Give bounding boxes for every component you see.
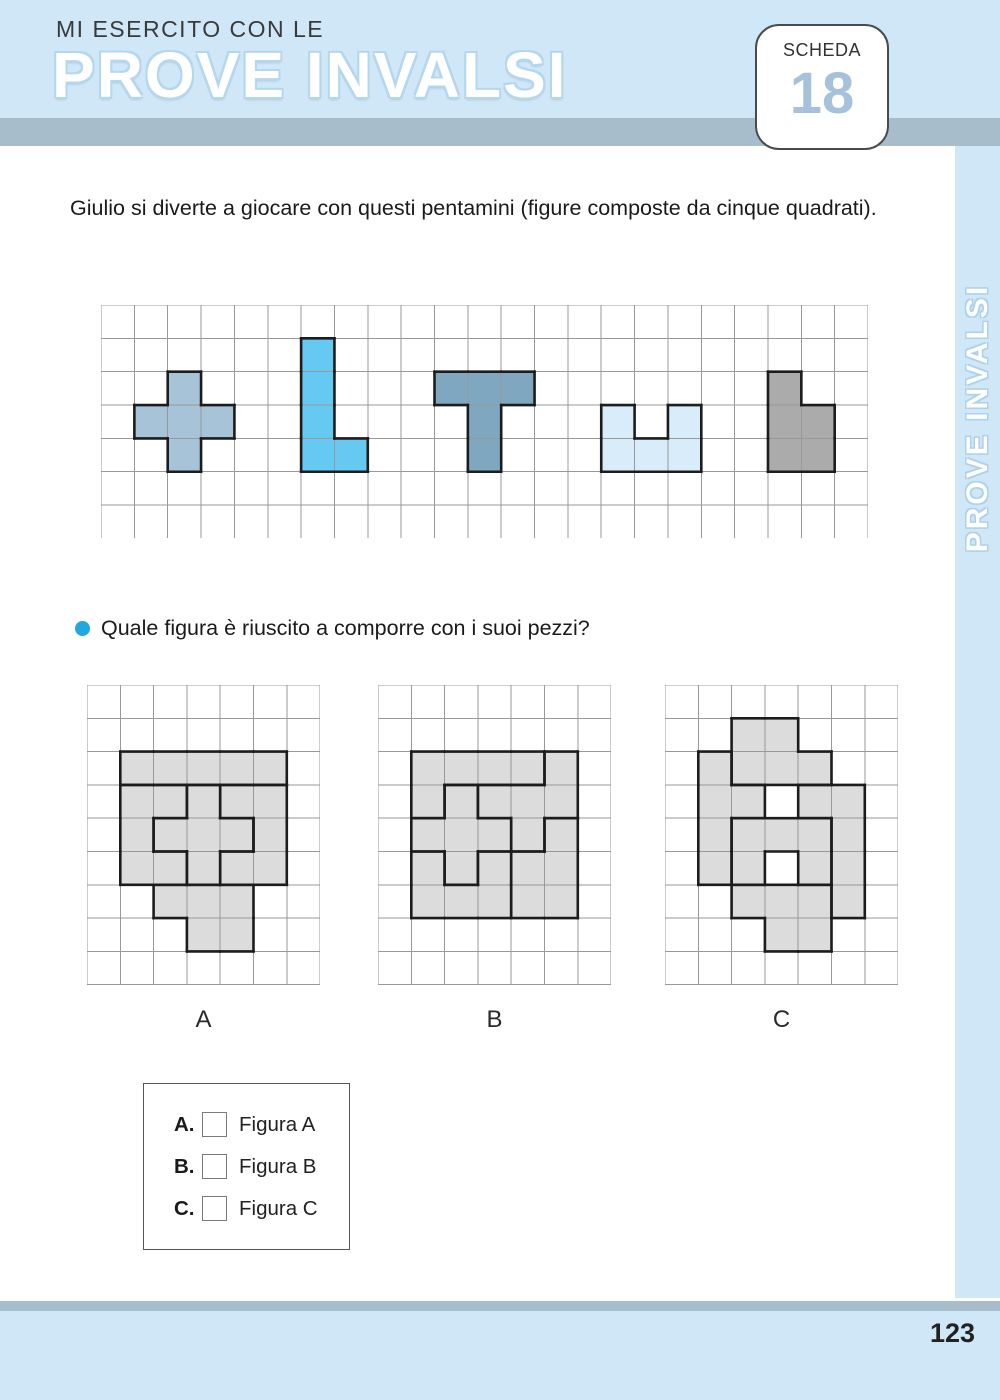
answer-row-b [174,1154,349,1179]
answer-letter-b: B. [174,1154,195,1178]
figure-c-label: C [772,1006,791,1033]
intro-paragraph: Giulio si diverte a giocare con questi pentamini (figure composte da cinque quadrati). [70,196,877,220]
figure-a-label: A [195,1006,212,1033]
sidebar-vertical-text: PROVE INVALSI [961,283,994,553]
question-text: Quale figura è riuscito a comporre con i suoi pezzi? [101,616,590,640]
pentominoes-grid [101,305,868,543]
scheda-badge-number: 18 [789,61,855,126]
figure-a-grid [87,685,320,990]
footer-band [0,1311,1000,1400]
footer-divider-bar [0,1301,1000,1311]
answer-checkbox-b[interactable] [202,1154,227,1179]
answer-label-b: Figura B [239,1154,317,1178]
page-title: PROVE INVALSI [52,39,568,111]
plus-pentomino [134,372,234,472]
header-eyebrow: MI ESERCITO CON LE [56,16,325,42]
scheda-badge-label: SCHEDA [782,40,861,60]
page-number: 123 [929,1318,975,1348]
answer-letter-c: C. [174,1196,195,1220]
question-row [75,616,590,641]
figure-b-label: B [486,1006,503,1033]
figure-b-grid [378,685,611,990]
answer-checkbox-a[interactable] [202,1112,227,1137]
I-piece [120,752,286,785]
scheda-badge [755,24,889,150]
answer-label-a: Figura A [239,1112,316,1136]
answer-letter-a: A. [174,1112,195,1136]
T-pentomino [435,372,535,472]
bullet-icon [75,621,90,636]
answer-row-c [174,1196,349,1221]
figure-c-grid [665,685,898,990]
answer-box [143,1083,350,1250]
answer-checkbox-c[interactable] [202,1196,227,1221]
answer-label-c: Figura C [239,1196,318,1220]
answer-row-a [174,1112,349,1137]
